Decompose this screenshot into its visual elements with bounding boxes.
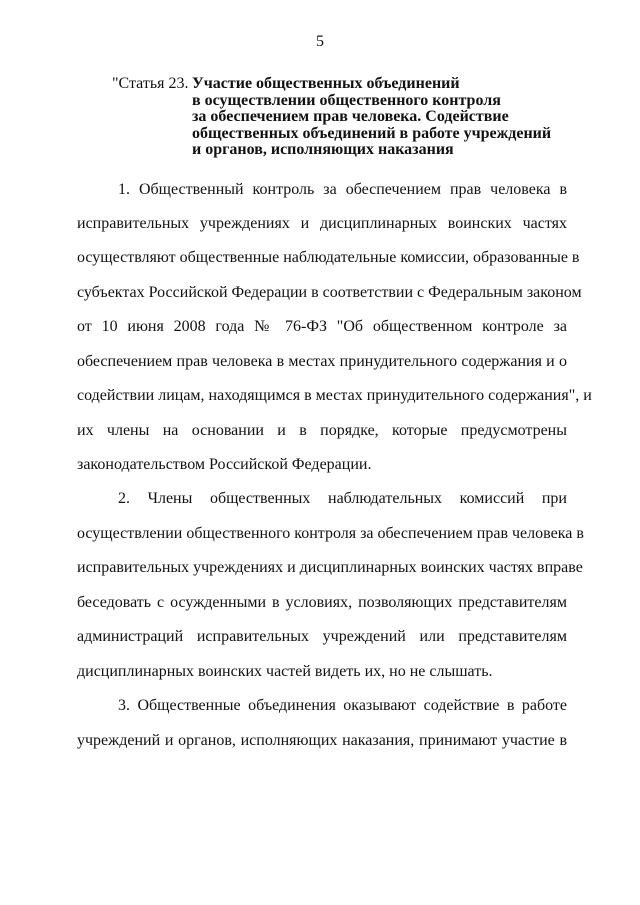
article-title-line: общественных объединений в работе учреждений — [192, 124, 552, 142]
text-line: дисциплинарных воинских частей видеть их, но не слышать. — [77, 663, 493, 680]
text-line: законодательством Российской Федерации. — [77, 456, 372, 473]
text-line: осуществлении общественного контроля за обеспечением прав человека в — [77, 525, 584, 542]
article-title-line: за обеспечением прав человека. Содействие — [192, 108, 509, 125]
text-line: от 10 июня 2008 года № 76-ФЗ "Об общественном контроле за — [77, 318, 567, 335]
text-line: учреждений и органов, исполняющих наказания, принимают участие в — [77, 732, 567, 749]
text-line: исправительных учреждениях и дисциплинарных воинских частях вправе — [77, 559, 583, 576]
text-line: осуществляют общественные наблюдательные комиссии, образованные в — [77, 249, 580, 266]
text-line: 3. Общественные объединения оказывают содействие в работе — [118, 697, 567, 714]
text-line: их члены на основании и в порядке, которые предусмотрены — [77, 422, 567, 439]
text-line: администраций исправительных учреждений или представителям — [77, 628, 567, 645]
text-line: беседовать с осужденными в условиях, позволяющих представителям — [77, 594, 567, 611]
text-line: субъектах Российской Федерации в соответствии с Федеральным законом — [77, 284, 582, 301]
text-line: 1. Общественный контроль за обеспечением прав человека в — [118, 181, 567, 198]
text-line: содействии лицам, находящимся в местах принудительного содержания", и — [77, 387, 592, 404]
article-number: "Статья 23. — [112, 75, 189, 92]
article-title-line: Участие общественных объединений — [192, 75, 460, 92]
text-line: 2. Члены общественных наблюдательных комиссий при — [118, 490, 567, 507]
text-line: обеспечением прав человека в местах принудительного содержания и о — [77, 353, 567, 370]
page-number: 5 — [316, 33, 324, 50]
article-title-line: и органов, исполняющих наказания — [192, 141, 454, 158]
article-heading — [112, 76, 582, 159]
article-title — [192, 76, 582, 159]
text-line: исправительных учреждениях и дисциплинарных воинских частях — [77, 215, 567, 232]
article-title-line: в осуществлении общественного контроля — [192, 91, 501, 109]
